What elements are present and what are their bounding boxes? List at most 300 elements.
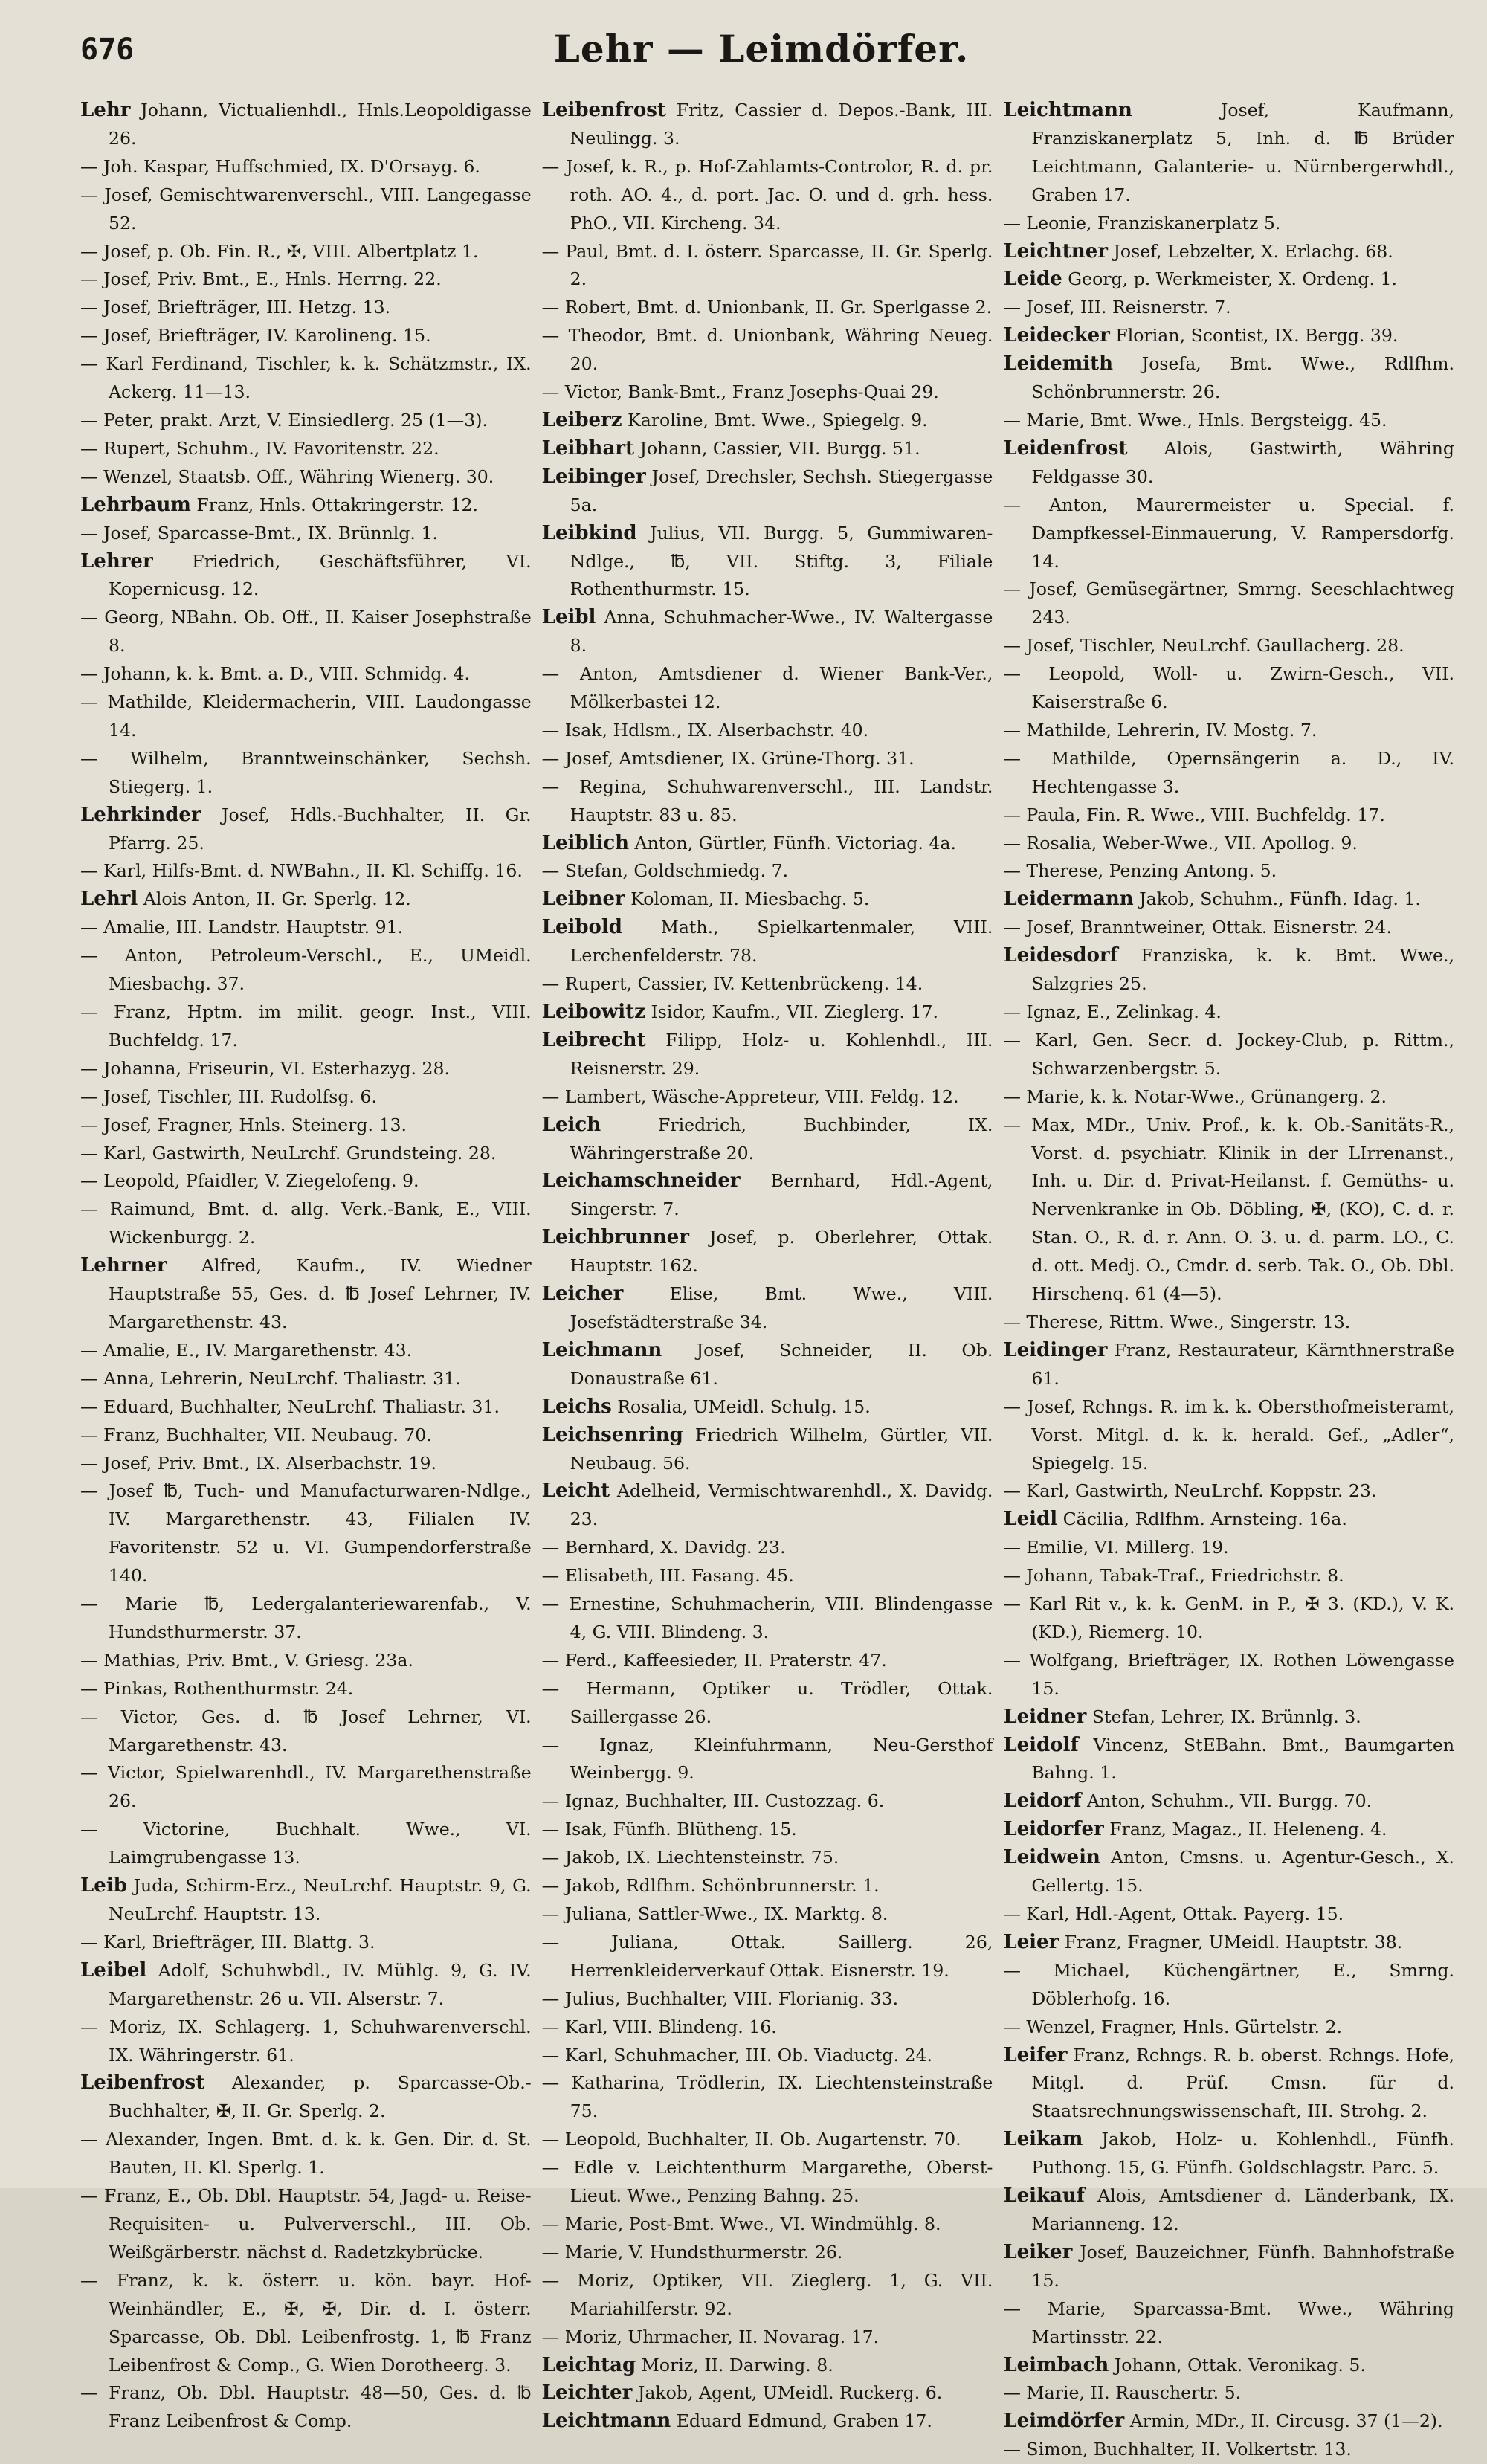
entry-details: — Franz, Hptm. im milit. geogr. Inst., VIII. Buchfeldg. 17. <box>80 1002 532 1051</box>
entry-details: — Josef, Priv. Bmt., IX. Alserbachstr. 19. <box>80 1452 437 1474</box>
directory-entry <box>80 999 532 1055</box>
entry-details: — Paul, Bmt. d. I. österr. Sparcasse, II. Gr. Sperlg. 2. <box>541 240 993 290</box>
entry-surname: Leiker <box>1003 2240 1073 2263</box>
entry-surname: Leichtag <box>541 2353 636 2376</box>
directory-entry <box>80 1590 532 1647</box>
entry-details: — Marie, II. Rauschertr. 5. <box>1003 2382 1242 2404</box>
directory-entry <box>542 660 993 717</box>
entry-surname: Leib <box>80 1874 127 1897</box>
entry-details: — Theodor, Bmt. d. Unionbank, Währing Neueg. 20. <box>541 325 993 375</box>
entry-details: — Josef, Sparcasse-Bmt., IX. Brünnlg. 1. <box>80 522 438 544</box>
directory-entry <box>80 914 532 942</box>
entry-details: — Marie, V. Hundsthurmerstr. 26. <box>541 2241 843 2263</box>
entry-details: Franziska, k. k. Bmt. Wwe., Salzgries 25. <box>1031 945 1455 995</box>
entry-details: — Karl Ferdinand, Tischler, k. k. Schätzmstr., IX. Ackerg. 11—13. <box>80 353 532 403</box>
directory-entry <box>80 520 532 548</box>
directory-entry <box>542 407 993 435</box>
entry-details: Johann, Ottak. Veronikag. 5. <box>1114 2354 1366 2376</box>
entry-details: — Ignaz, Buchhalter, III. Custozzag. 6. <box>541 1790 885 1812</box>
entry-details: — Therese, Penzing Antong. 5. <box>1003 860 1277 882</box>
entry-details: — Ignaz, Kleinfuhrmann, Neu-Gersthof Weinbergg. 9. <box>541 1734 993 1784</box>
entry-details: Rosalia, UMeidl. Schulg. 15. <box>617 1396 871 1417</box>
directory-entry <box>1003 2013 1454 2042</box>
entry-details: Juda, Schirm-Erz., NeuLrchf. Hauptstr. 9, G. NeuLrchf. Hauptstr. 13. <box>109 1875 532 1924</box>
entry-details: — Robert, Bmt. d. Unionbank, II. Gr. Sperlgasse 2. <box>541 297 993 318</box>
entry-details: — Elisabeth, III. Fasang. 45. <box>541 1565 794 1587</box>
directory-entry <box>80 857 532 886</box>
entry-surname: Leidesdorf <box>1003 944 1118 967</box>
entry-surname: Leibrecht <box>541 1028 646 1051</box>
entry-details: — Anton, Amtsdiener d. Wiener Bank-Ver., Mölkerbastei 12. <box>541 663 993 713</box>
directory-entry <box>542 1732 993 1788</box>
entry-details: — Franz, k. k. österr. u. kön. bayr. Hof-Weinhändler, E., ✠, ✠, Dir. d. I. österr. Sparcasse, Ob. Dbl. Leibenfrostg. 1, ℔ Franz Leibenfrost & Comp., G. Wien Dorotheerg. 3. <box>80 2269 532 2376</box>
directory-entry <box>1003 1816 1454 1844</box>
entry-surname: Leikauf <box>1003 2184 1085 2207</box>
directory-entry <box>1003 802 1454 830</box>
directory-entry <box>1003 1083 1454 1112</box>
directory-entry <box>1003 1112 1454 1309</box>
entry-surname: Leibl <box>541 606 596 629</box>
directory-entry <box>1003 660 1454 717</box>
entry-details: — Wolfgang, Briefträger, IX. Rothen Löwengasse 15. <box>1003 1649 1455 1699</box>
directory-entry <box>542 1477 993 1534</box>
directory-entry <box>542 1167 993 1224</box>
directory-entry <box>542 717 993 745</box>
directory-entry <box>542 2267 993 2323</box>
directory-entry <box>542 999 993 1027</box>
entry-details: Fritz, Cassier d. Depos.-Bank, III. Neulingg. 3. <box>570 100 993 149</box>
directory-entry <box>1003 942 1454 999</box>
entry-details: Franz, Restaurateur, Kärnthnerstraße 61. <box>1031 1339 1455 1389</box>
entry-surname: Leidolf <box>1003 1733 1079 1756</box>
entry-details: Jakob, Schuhm., Fünfh. Idag. 1. <box>1139 888 1421 910</box>
entry-details: — Bernhard, X. Davidg. 23. <box>541 1537 786 1558</box>
entry-details: — Karl, Gastwirth, NeuLrchf. Koppstr. 23. <box>1003 1480 1377 1502</box>
entry-details: Franz, Rchngs. R. b. oberst. Rchngs. Hofe, Mitgl. d. Prüf. Cmsn. für d. Staatsrechnungswissenschaft, III. Strohg. 2. <box>1031 2044 1455 2122</box>
entry-details: — Leopold, Pfaidler, V. Ziegelofeng. 9. <box>80 1170 419 1192</box>
entry-surname: Leidorf <box>1003 1790 1082 1813</box>
directory-entry <box>1003 238 1454 266</box>
directory-entry <box>80 2069 532 2126</box>
directory-entry <box>80 1422 532 1450</box>
directory-entry <box>1003 1787 1454 1816</box>
entry-details: Anton, Cmsns. u. Agentur-Gesch., X. Gellertg. 15. <box>1031 1847 1455 1897</box>
entry-details: — Michael, Küchengärtner, E., Smrng. Döblerhofg. 16. <box>1003 1959 1455 2009</box>
directory-entry <box>80 1647 532 1675</box>
entry-details: Friedrich Wilhelm, Gürtler, VII. Neubaug. 56. <box>570 1424 993 1474</box>
entry-surname: Leich <box>541 1113 601 1136</box>
directory-entry <box>1003 914 1454 942</box>
entry-details: — Ferd., Kaffeesieder, II. Praterstr. 47. <box>541 1649 887 1671</box>
directory-entry <box>80 1140 532 1168</box>
entry-surname: Leiblich <box>541 831 630 854</box>
directory-entry <box>80 745 532 802</box>
entry-surname: Leichtmann <box>1003 99 1132 121</box>
entry-surname: Lehr <box>80 99 131 121</box>
entry-surname: Leier <box>1003 1930 1059 1953</box>
directory-entry <box>1003 830 1454 858</box>
entry-details: — Johanna, Friseurin, VI. Esterhazyg. 28. <box>80 1057 451 1079</box>
entry-details: Isidor, Kaufm., VII. Zieglerg. 17. <box>651 1002 938 1022</box>
directory-entry <box>1003 210 1454 238</box>
directory-entry <box>80 97 532 153</box>
entry-details: — Karl Rit v., k. k. GenM. in P., ✠ 3. (KD.), V. K. (KD.), Riemerg. 10. <box>1003 1593 1455 1642</box>
entry-surname: Leidorfer <box>1003 1818 1104 1841</box>
directory-entry <box>1003 1703 1454 1732</box>
entry-details: — Mathilde, Kleidermacherin, VIII. Laudongasse 14. <box>80 691 532 741</box>
entry-details: Jakob, Holz- u. Kohlenhdl., Fünfh. Puthong. 15, G. Fünfh. Goldschlagstr. Parc. 5. <box>1031 2129 1455 2178</box>
directory-entry <box>542 97 993 153</box>
directory-entry <box>542 520 993 604</box>
entry-details: Franz, Magaz., II. Heleneng. 4. <box>1109 1819 1387 1840</box>
directory-entry <box>80 1703 532 1760</box>
entry-details: Florian, Scontist, IX. Bergg. 39. <box>1115 325 1399 346</box>
entry-surname: Leibkind <box>541 521 637 544</box>
entry-details: — Max, MDr., Univ. Prof., k. k. Ob.-Sanitäts-R., Vorst. d. psychiatr. Klinik in der LIrrenanst., Inh. u. Dir. d. Privat-Heilanst. f. Gemüths- u. Nervenkranke in Ob. Döbling, ✠, (KO), C. d. r. Stan. O., R. d. r. Ann. O. 3. u. d. parm. LO., C. d. ott. Medj. O., Cmdr. d. serb. Tak. O., Ob. Dbl. Hirschenq. 61 (4—5). <box>1003 1114 1455 1305</box>
entry-details: — Ignaz, E., Zelinkag. 4. <box>1003 1002 1222 1022</box>
entry-surname: Lehrner <box>80 1254 167 1277</box>
entry-details: — Josef, Gemischtwarenverschl., VIII. Langegasse 52. <box>80 184 532 233</box>
directory-entry <box>1003 2352 1454 2380</box>
directory-entry <box>1003 857 1454 886</box>
entry-details: — Simon, Buchhalter, II. Volkertstr. 13. <box>1003 2439 1352 2460</box>
directory-entry <box>80 1675 532 1703</box>
directory-entry <box>80 407 532 435</box>
entry-surname: Leibhart <box>541 436 635 459</box>
entry-surname: Leibner <box>541 888 625 911</box>
entry-details: Josef, Bauzeichner, Fünfh. Bahnhofstraße 15. <box>1031 2241 1455 2291</box>
directory-entry <box>542 1280 993 1337</box>
directory-entry <box>80 1055 532 1083</box>
entry-surname: Leicht <box>541 1480 610 1503</box>
entry-details: — Josef, Rchngs. R. im k. k. Obersthofmeisteramt, Vorst. Mitgl. d. k. k. herald. Gef., „Adler“, Spiegelg. 15. <box>1003 1396 1455 1474</box>
entry-details: Alois, Amtsdiener d. Länderbank, IX. Marianneng. 12. <box>1031 2185 1455 2234</box>
entry-surname: Leidwein <box>1003 1846 1100 1869</box>
directory-entry <box>1003 1844 1454 1900</box>
directory-entry <box>80 435 532 463</box>
entry-details: — Wilhelm, Branntweinschänker, Sechsh. Stiegerg. 1. <box>80 747 532 797</box>
entry-surname: Leichamschneider <box>541 1170 741 1193</box>
directory-entry <box>80 350 532 407</box>
entry-details: — Anton, Maurermeister u. Special. f. Dampfkessel-Einmauerung, V. Rampersdorfg. 14. <box>1003 494 1455 572</box>
directory-entry <box>542 1675 993 1732</box>
entry-details: Josef, Hdls.-Buchhalter, II. Gr. Pfarrg. 25. <box>109 804 532 854</box>
entry-details: — Peter, prakt. Arzt, V. Einsiedlerg. 25 (1—3). <box>80 409 488 430</box>
directory-entry <box>542 2126 993 2154</box>
entry-details: Stefan, Lehrer, IX. Brünnlg. 3. <box>1091 1706 1361 1727</box>
entry-details: — Pinkas, Rothenthurmstr. 24. <box>80 1677 354 1699</box>
entry-details: — Wenzel, Staatsb. Off., Währing Wienerg. 30. <box>80 465 494 487</box>
entry-surname: Leichs <box>541 1395 612 1418</box>
entry-details: Karoline, Bmt. Wwe., Spiegelg. 9. <box>628 409 928 430</box>
directory-entry <box>1003 2126 1454 2182</box>
directory-entry <box>80 1872 532 1929</box>
directory-entry <box>80 1816 532 1872</box>
entry-details: Alois Anton, II. Gr. Sperlg. 12. <box>143 888 411 910</box>
entry-surname: Leiberz <box>541 408 622 431</box>
directory-entry <box>1003 2379 1454 2407</box>
directory-entry <box>80 322 532 350</box>
entry-details: — Marie, Sparcassa-Bmt. Wwe., Währing Martinsstr. 22. <box>1003 2297 1455 2347</box>
directory-entry <box>80 153 532 181</box>
entry-details: — Juliana, Ottak. Saillerg. 26, Herrenkleiderverkauf Ottak. Eisnerstr. 19. <box>541 1931 993 1981</box>
entry-details: — Victor, Ges. d. ℔ Josef Lehrner, VI. Margarethenstr. 43. <box>80 1706 532 1755</box>
entry-details: — Lambert, Wäsche-Appreteur, VIII. Feldg. 12. <box>541 1086 959 1107</box>
entry-surname: Lehrbaum <box>80 493 191 516</box>
directory-entry <box>542 463 993 520</box>
entry-details: Josef, Kaufmann, Franziskanerplatz 5, Inh. d. ℔ Brüder Leichtmann, Galanterie- u. Nürnbergerwhdl., Graben 17. <box>1031 100 1455 205</box>
directory-entry <box>1003 2436 1454 2464</box>
directory-entry <box>542 294 993 322</box>
entry-details: Adelheid, Vermischtwarenhdl., X. Davidg. 23. <box>570 1480 993 1530</box>
entry-details: — Raimund, Bmt. d. allg. Verk.-Bank, E., VIII. Wickenburgg. 2. <box>80 1199 532 1248</box>
directory-entry <box>542 2069 993 2126</box>
entry-details: — Josef, Priv. Bmt., E., Hnls. Herrng. 22. <box>80 268 442 290</box>
entry-surname: Leidemith <box>1003 352 1114 375</box>
directory-entry <box>542 322 993 378</box>
directory-entry <box>80 688 532 745</box>
directory-entry <box>80 1167 532 1196</box>
entry-details: Johann, Cassier, VII. Burgg. 51. <box>639 437 920 459</box>
entry-details: — Joh. Kaspar, Huffschmied, IX. D'Orsayg. 6. <box>80 155 480 177</box>
entry-details: — Josef, Branntweiner, Ottak. Eisnerstr. 24. <box>1003 917 1392 938</box>
directory-entry <box>542 1872 993 1900</box>
directory-entry <box>542 745 993 773</box>
entry-details: — Josef, p. Ob. Fin. R., ✠, VIII. Albertplatz 1. <box>80 240 479 262</box>
directory-entry <box>542 1112 993 1168</box>
entry-details: — Marie ℔, Ledergalanteriewarenfab., V. Hundsthurmerstr. 37. <box>80 1593 532 1642</box>
directory-entry <box>542 830 993 858</box>
entry-surname: Leichter <box>541 2381 633 2405</box>
directory-entry <box>542 1562 993 1590</box>
entry-surname: Leichsenring <box>541 1423 683 1446</box>
directory-entry <box>542 1534 993 1562</box>
entry-surname: Leikam <box>1003 2128 1083 2151</box>
entry-details: — Leonie, Franziskanerplatz 5. <box>1003 212 1281 233</box>
entry-surname: Leichbrunner <box>541 1226 689 1249</box>
entry-surname: Lehrl <box>80 888 138 911</box>
entry-details: Math., Spielkartenmaler, VIII. Lerchenfelderstr. 78. <box>570 917 993 967</box>
directory-entry <box>542 1083 993 1112</box>
entry-surname: Leidl <box>1003 1508 1058 1531</box>
directory-entry <box>1003 350 1454 407</box>
directory-entry <box>80 1252 532 1337</box>
directory-entry <box>542 2154 993 2210</box>
directory-entry <box>542 435 993 463</box>
directory-entry <box>1003 2182 1454 2239</box>
directory-entry <box>542 914 993 970</box>
directory-entry <box>80 802 532 858</box>
directory-entry <box>542 970 993 999</box>
entry-details: — Josef, III. Reisnerstr. 7. <box>1003 297 1231 318</box>
directory-entry <box>80 463 532 491</box>
entry-details: Moriz, II. Darwing. 8. <box>641 2354 833 2376</box>
directory-entry <box>1003 745 1454 802</box>
entry-details: Friedrich, Geschäftsführer, VI. Kopernicusg. 12. <box>109 550 532 600</box>
entry-surname: Leibinger <box>541 465 646 488</box>
directory-entry <box>542 773 993 830</box>
entry-surname: Leibowitz <box>541 1001 645 1023</box>
directory-entry <box>1003 1534 1454 1562</box>
directory-entry <box>80 2182 532 2267</box>
entry-details: Adolf, Schuhwbdl., IV. Mühlg. 9, G. IV. Margarethenstr. 26 u. VII. Alserstr. 7. <box>109 1959 532 2009</box>
column-right <box>1003 97 1455 2460</box>
directory-entry <box>542 1929 993 1985</box>
directory-entry <box>542 2042 993 2070</box>
entry-surname: Leidecker <box>1003 324 1110 347</box>
entry-details: Koloman, II. Miesbachg. 5. <box>630 888 870 910</box>
entry-details: — Karl, Gastwirth, NeuLrchf. Grundsteing. 28. <box>80 1142 497 1164</box>
directory-entry <box>80 604 532 660</box>
entry-details: — Mathias, Priv. Bmt., V. Griesg. 23a. <box>80 1649 413 1671</box>
entry-details: — Josef, Tischler, III. Rudolfsg. 6. <box>80 1086 377 1107</box>
directory-entry <box>542 2239 993 2267</box>
entry-details: — Karl, Briefträger, III. Blattg. 3. <box>80 1931 375 1952</box>
entry-details: Josef, Schneider, II. Ob. Donaustraße 61. <box>570 1339 993 1389</box>
entry-details: — Ernestine, Schuhmacherin, VIII. Blindengasse 4, G. VIII. Blindeng. 3. <box>541 1593 993 1642</box>
directory-entry <box>1003 1309 1454 1337</box>
directory-entry <box>80 2267 532 2380</box>
directory-entry <box>542 1590 993 1647</box>
directory-entry <box>1003 294 1454 322</box>
directory-entry <box>542 2013 993 2042</box>
entry-details: — Victor, Spielwarenhdl., IV. Margarethenstraße 26. <box>80 1762 532 1812</box>
directory-entry <box>1003 2042 1454 2126</box>
entry-details: — Josef, Amtsdiener, IX. Grüne-Thorg. 31. <box>541 747 915 769</box>
entry-surname: Leimdörfer <box>1003 2410 1125 2433</box>
directory-entry <box>542 1224 993 1280</box>
directory-entry <box>1003 265 1454 294</box>
entry-details: — Josef, Fragner, Hnls. Steinerg. 13. <box>80 1114 407 1135</box>
directory-entry <box>542 1393 993 1422</box>
entry-details: — Julius, Buchhalter, VIII. Florianig. 33. <box>541 1987 899 2009</box>
directory-entry <box>80 1393 532 1422</box>
directory-entry <box>80 886 532 914</box>
directory-entry <box>1003 999 1454 1027</box>
entry-details: Anton, Schuhm., VII. Burgg. 70. <box>1086 1790 1373 1812</box>
entry-details: Jakob, Agent, UMeidl. Ruckerg. 6. <box>637 2382 943 2404</box>
directory-entry <box>542 2210 993 2239</box>
entry-details: — Karl, Hilfs-Bmt. d. NWBahn., II. Kl. Schiffg. 16. <box>80 860 523 882</box>
directory-entry <box>542 378 993 407</box>
entry-details: — Isak, Fünfh. Blütheng. 15. <box>541 1819 797 1840</box>
directory-entry <box>80 942 532 999</box>
directory-entry <box>80 181 532 238</box>
entry-details: Alexander, p. Sparcasse-Ob.-Buchhalter, ✠, II. Gr. Sperlg. 2. <box>109 2072 532 2122</box>
entry-details: Bernhard, Hdl.-Agent, Singerstr. 7. <box>570 1170 993 1220</box>
entry-details: — Stefan, Goldschmiedg. 7. <box>541 860 789 882</box>
entry-details: — Eduard, Buchhalter, NeuLrchf. Thaliastr. 31. <box>80 1396 500 1417</box>
directory-entry <box>542 153 993 238</box>
entry-details: — Jakob, IX. Liechtensteinstr. 75. <box>541 1847 839 1868</box>
directory-entry <box>80 1477 532 1590</box>
entry-details: — Leopold, Woll- u. Zwirn-Gesch., VII. Kaiserstraße 6. <box>1003 663 1455 713</box>
directory-entry <box>1003 1562 1454 1590</box>
directory-entry <box>80 1083 532 1112</box>
directory-entry <box>1003 1957 1454 2013</box>
directory-entry <box>542 886 993 914</box>
entry-details: — Moriz, Uhrmacher, II. Novarag. 17. <box>541 2326 880 2347</box>
directory-entry <box>80 1337 532 1365</box>
directory-entry <box>80 660 532 688</box>
entry-details: — Edle v. Leichtenthurm Margarethe, Oberst-Lieut. Wwe., Penzing Bahng. 25. <box>541 2157 993 2207</box>
directory-entry <box>80 1196 532 1252</box>
entry-details: — Alexander, Ingen. Bmt. d. k. k. Gen. Dir. d. St. Bauten, II. Kl. Sperlg. 1. <box>80 2129 532 2178</box>
entry-details: Armin, MDr., II. Circusg. 37 (1—2). <box>1129 2410 1443 2432</box>
directory-entry <box>542 238 993 294</box>
directory-entry <box>80 238 532 266</box>
directory-entry <box>542 2352 993 2380</box>
entry-details: — Karl, VIII. Blindeng. 16. <box>541 2016 777 2037</box>
directory-entry <box>80 2126 532 2182</box>
running-head: Lehr — Leimdörfer. <box>553 27 970 71</box>
column-middle <box>541 97 993 2433</box>
page-number: 676 <box>80 33 135 67</box>
entry-details: — Wenzel, Fragner, Hnls. Gürtelstr. 2. <box>1003 2016 1343 2037</box>
directory-entry <box>80 1112 532 1140</box>
entry-details: — Hermann, Optiker u. Trödler, Ottak. Saillergasse 26. <box>541 1677 993 1727</box>
directory-entry <box>542 1985 993 2013</box>
page-header <box>80 27 1442 86</box>
entry-surname: Lehrer <box>80 549 153 573</box>
directory-entry <box>1003 717 1454 745</box>
entry-details: — Karl, Gen. Secr. d. Jockey-Club, p. Rittm., Schwarzenbergstr. 5. <box>1003 1029 1455 1079</box>
entry-details: Josef, Lebzelter, X. Erlachg. 68. <box>1113 240 1393 262</box>
entry-details: — Leopold, Buchhalter, II. Ob. Augartenstr. 70. <box>541 2129 961 2150</box>
directory-entry <box>1003 97 1454 210</box>
entry-details: — Regina, Schuhwarenverschl., III. Landstr. Hauptstr. 83 u. 85. <box>541 775 993 825</box>
entry-details: — Marie, Bmt. Wwe., Hnls. Bergsteigg. 45. <box>1003 409 1387 430</box>
entry-details: Franz, Fragner, UMeidl. Hauptstr. 38. <box>1064 1931 1403 1952</box>
entry-details: — Isak, Hdlsm., IX. Alserbachstr. 40. <box>541 719 869 741</box>
entry-surname: Leicher <box>541 1283 624 1306</box>
directory-entry <box>542 1647 993 1675</box>
entry-details: — Georg, NBahn. Ob. Off., II. Kaiser Josephstraße 8. <box>80 607 532 657</box>
entry-surname: Leibenfrost <box>80 2071 205 2094</box>
directory-entry <box>80 1759 532 1816</box>
directory-entry <box>1003 575 1454 632</box>
directory-entry <box>542 2407 993 2436</box>
directory-entry <box>1003 1647 1454 1703</box>
directory-entry <box>80 265 532 294</box>
entry-details: — Amalie, III. Landstr. Hauptstr. 91. <box>80 917 404 938</box>
directory-entry <box>1003 1732 1454 1788</box>
directory-entry <box>1003 1393 1454 1478</box>
directory-entry <box>542 1027 993 1083</box>
entry-details: — Karl, Hdl.-Agent, Ottak. Payerg. 15. <box>1003 1903 1344 1924</box>
entry-details: — Victorine, Buchhalt. Wwe., VI. Laimgrubengasse 13. <box>80 1819 532 1868</box>
entry-details: — Mathilde, Opernsängerin a. D., IV. Hechtengasse 3. <box>1003 747 1455 797</box>
entry-details: Johann, Victualienhdl., Hnls.Leopoldigasse 26. <box>109 100 532 149</box>
directory-entry <box>80 1450 532 1478</box>
entry-details: — Josef, k. R., p. Hof-Zahlamts-Controlor, R. d. pr. roth. AO. 4., d. port. Jac. O. und d. grh. hess. PhO., VII. Kircheng. 34. <box>541 155 993 233</box>
entry-details: — Moriz, Optiker, VII. Zieglerg. 1, G. VII. Mariahilferstr. 92. <box>541 2269 993 2319</box>
entry-surname: Leidner <box>1003 1705 1087 1728</box>
entry-details: — Karl, Schuhmacher, III. Ob. Viaductg. 24. <box>541 2044 933 2065</box>
entry-details: — Josef, Briefträger, IV. Karolineng. 15. <box>80 325 431 346</box>
directory-entry <box>542 1787 993 1816</box>
entry-details: — Jakob, Rdlfhm. Schönbrunnerstr. 1. <box>541 1875 880 1897</box>
entry-details: — Josef, Briefträger, III. Hetzg. 13. <box>80 297 391 318</box>
entry-surname: Leide <box>1003 268 1062 291</box>
entry-details: Cäcilia, Rdlfhm. Arnsteing. 16a. <box>1062 1509 1347 1530</box>
entry-details: — Johann, k. k. Bmt. a. D., VIII. Schmidg. 4. <box>80 663 471 685</box>
entry-details: — Juliana, Sattler-Wwe., IX. Marktg. 8. <box>541 1903 888 1924</box>
entry-details: — Emilie, VI. Millerg. 19. <box>1003 1537 1229 1558</box>
directory-entry <box>80 2379 532 2436</box>
entry-surname: Leidenfrost <box>1003 436 1128 459</box>
entry-details: — Franz, E., Ob. Dbl. Hauptstr. 54, Jagd- u. Reise-Requisiten- u. Pulververschl., III. Ob. Weißgärberstr. nächst d. Radetzkybrücke. <box>80 2185 532 2263</box>
